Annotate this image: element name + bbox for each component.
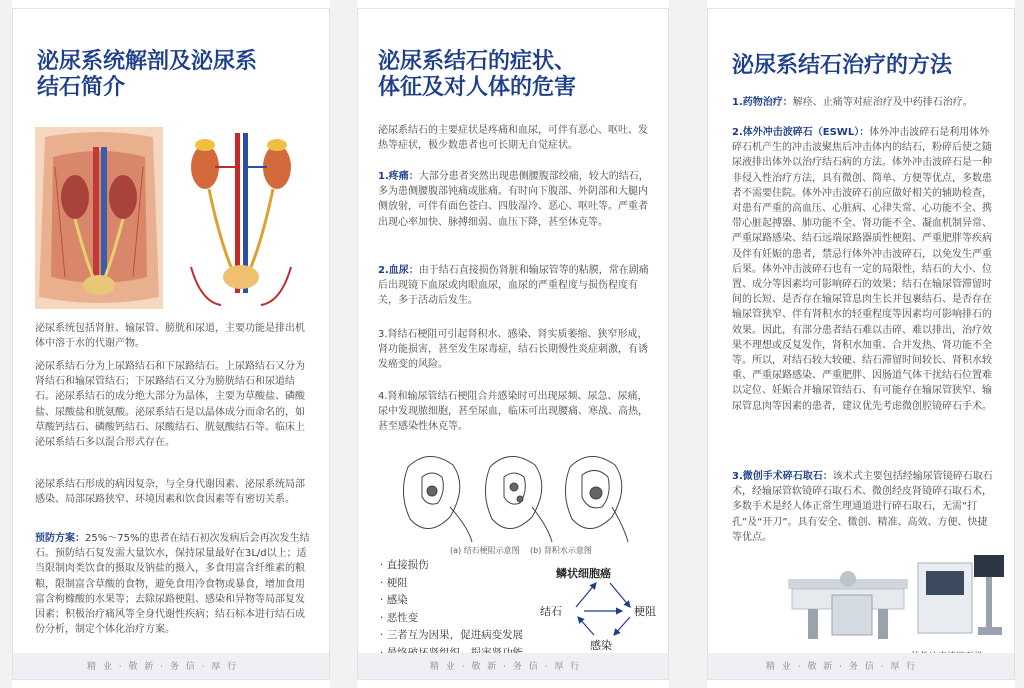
prevention-text: 25%～75%的患者在结石初次发病后会再次发生结石。预防结石复发需大量饮水，保持尿量最好在3L/d以上；适当限制肉类饮食的摄取及钠盐的摄入，多食用富含纤维素的粮粮，限制富含草酸的食物，避免食用冷食物或暴食，增加食用富含枸橼酸的水果等；去除尿路梗阻、感染和异物等局部复发因素；积极治疗痛风等全身代谢性疾病；结石标本进行结石成份分析，制定个体化治疗方案。 — [35, 533, 310, 636]
gap-2 — [669, 0, 707, 688]
treat2-label: 2.体外冲击波碎石（ESWL）： — [732, 127, 870, 138]
cycle-bottom-label: 感染 — [590, 639, 612, 652]
panel-anatomy — [12, 8, 330, 680]
panel3-footer-text: 精 业 · 敬 新 · 务 信 · 厚 行 — [766, 662, 918, 672]
bullet-item: · 三者互为因果，促进病变发展 — [380, 627, 523, 645]
panel1-footer — [13, 653, 329, 679]
fig-caption-right: (b) 肾积水示意图 — [530, 546, 592, 555]
panel-symptoms — [357, 8, 669, 680]
lithotripter-image — [788, 549, 1008, 645]
panel2-title — [378, 49, 576, 101]
cycle-top-label: 鳞状细胞癌 — [556, 567, 611, 580]
fig-caption-left: (a) 结石梗阻示意图 — [450, 546, 520, 555]
gap-1 — [330, 0, 357, 688]
treat1-text: 解痉、止痛等对症治疗及中药排石治疗。 — [792, 97, 973, 108]
torso-anatomy-image — [35, 127, 163, 309]
harm-bullet-list — [380, 557, 523, 662]
panel2-intro: 泌尿系结石的主要症状是疼痛和血尿，可伴有恶心、呕吐、发热等症状，极少数患者也可长期无自觉症状。 — [378, 125, 648, 152]
panel2-item3: 3.肾结石梗阻可引起肾积水、感染、肾实质萎缩、狭窄形成，肾功能损害，甚至发生尿毒症，结石长期慢性炎症刺激，有诱发癌变的风险。 — [378, 329, 648, 371]
panel1-title-line2: 结石简介 — [37, 75, 126, 100]
treat1-label: 1.药物治疗： — [732, 97, 793, 108]
kidney-diagram — [398, 447, 638, 543]
panel1-para3: 泌尿系结石形成的病因复杂，与全身代谢因素、泌尿系统局部感染、局部尿路狭窄、环境因素和饮食因素等有密切关系。 — [35, 479, 305, 506]
panel3-title: 泌尿系结石治疗的方法 — [732, 53, 953, 78]
panel1-para1: 泌尿系统包括肾脏、输尿管、膀胱和尿道，主要功能是排出机体中溶于水的代谢产物。 — [35, 323, 305, 350]
panel-treatment — [707, 8, 1015, 680]
bullet-item: · 直接损伤 — [380, 557, 523, 575]
panel2-item2 — [378, 263, 650, 309]
cycle-right-label: 梗阻 — [634, 605, 656, 618]
item2-label: 2.血尿： — [378, 265, 419, 276]
panel3-item1 — [732, 95, 994, 110]
treat3-label: 3.微创手术碎石取石： — [732, 471, 833, 482]
panel1-title-line1: 泌尿系统解剖及泌尿系 — [37, 49, 258, 74]
panel2-title-line1: 泌尿系结石的症状、 — [378, 49, 577, 74]
panel1-footer-text: 精 业 · 敬 新 · 务 信 · 厚 行 — [87, 662, 239, 672]
panel2-title-line2: 体征及对人体的危害 — [378, 75, 577, 100]
cycle-diagram — [538, 565, 668, 655]
panel2-item1 — [378, 169, 650, 230]
gap-left — [0, 0, 12, 688]
bullet-item: · 梗阻 — [380, 575, 523, 593]
treat2-text: 体外冲击波碎石是利用体外碎石机产生的冲击波聚焦后冲击体内的结石，粉碎后使之随尿液排出体外以治疗结石病的方法。体外冲击波碎石是一种非侵入性治疗方法，具有微创、简单、方便等优点，多数患者不需要住院。体外冲击波碎石前应做好相关的辅助检查，对患有严重的高血压、心脏病、心律失常、心功能不全、携带心脏起搏器、肺功能不全、肾功能不全、凝血机制异常、严重尿路感染、结石远端尿路器质性梗阻、严重肥胖等疾病及伴有妊娠的患者，禁忌行体外冲击波碎石，以免发生严重后果。体外冲击波碎石也有一定的局限性，结石的大小、位置、成分等因素均可影响碎石的效果；结石在输尿管滞留时间的长短、是否存在输尿管息肉生长并包裹结石、是否存在输尿管狭窄、伴有肾积水的轻重程度等因素均可影响排石的效果。因此，有部分患者结石难以击碎、难以排出，治疗效果不理想或反复发作，肾积水加重、合并发热、肾功能不全等。所以，对结石较大较硬、结石滞留时间较长、肾积水较重、严重尿路感染、严重肥胖、因肠道气体干扰结石位置难以定位、妊娠合并输尿管结石、有可能存在输尿管狭窄、输尿管息肉等因素的患者，建议优先考虑微创腔镜碎石手术。 — [732, 127, 992, 412]
panel3-footer — [708, 653, 1014, 679]
item1-label: 1.疼痛： — [378, 171, 419, 182]
item2-text: 由于结石直接损伤肾脏和输尿管等的粘膜，常在剧痛后出现镜下血尿或肉眼血尿，血尿的严重程度与损伤程度有关，多于活动后发生。 — [378, 265, 649, 307]
panel2-footer — [358, 653, 668, 679]
bullet-item: · 感染 — [380, 592, 523, 610]
panel1-para2: 泌尿系结石分为上尿路结石和下尿路结石。上尿路结石又分为肾结石和输尿管结石；下尿路结石又分为膀胱结石和尿道结石。泌尿系结石的成分绝大部分为晶体，主要为草酸盐、磷酸盐、尿酸盐和胱氨酸。泌尿系结石是以晶体成分而命名的，如草酸钙结石、磷酸钙结石、尿酸结石、胱氨酸结石等。临床上泌尿系结石多以混合形式存在。 — [35, 361, 305, 449]
prevention-label: 预防方案： — [35, 533, 85, 544]
panel3-item2 — [732, 125, 994, 414]
panel1-title — [37, 49, 257, 101]
panel2-footer-text: 精 业 · 敬 新 · 务 信 · 厚 行 — [430, 662, 582, 672]
urinary-system-image — [171, 127, 311, 309]
item1-text: 大部分患者突然出现患侧腰腹部绞痛，较大的结石，多为患侧腰腹部钝痛或胀痛。有时向下腹部、外阴部和大腿内侧放射，可伴有面色苍白、四肢湿冷、恶心、呕吐等。严重者出现心率加快、脉搏细弱、血压下降，甚至休克等。 — [378, 171, 649, 228]
panel3-item3 — [732, 469, 994, 545]
cycle-left-label: 结石 — [540, 605, 562, 618]
treat3-text: 该术式主要包括经输尿管镜碎石取石术，经输尿管软镜碎石取石术、微创经皮肾镜碎石取石术，多数手术是经人体正常生理通道进行碎石取石，无需“打孔”及“开刀”。具有安全、微创、精准、高效、方便、快捷等优点。 — [732, 471, 993, 543]
panel1-prevention — [35, 531, 311, 637]
bullet-item: · 恶性变 — [380, 610, 523, 628]
gap-right — [1015, 0, 1024, 688]
panel2-item4: 4.肾和输尿管结石梗阻合并感染时可出现尿频、尿急、尿痛，尿中发现脓细胞，甚至尿血，临床可出现腰痛、寒战、高热，甚至感染性休克等。 — [378, 391, 648, 433]
